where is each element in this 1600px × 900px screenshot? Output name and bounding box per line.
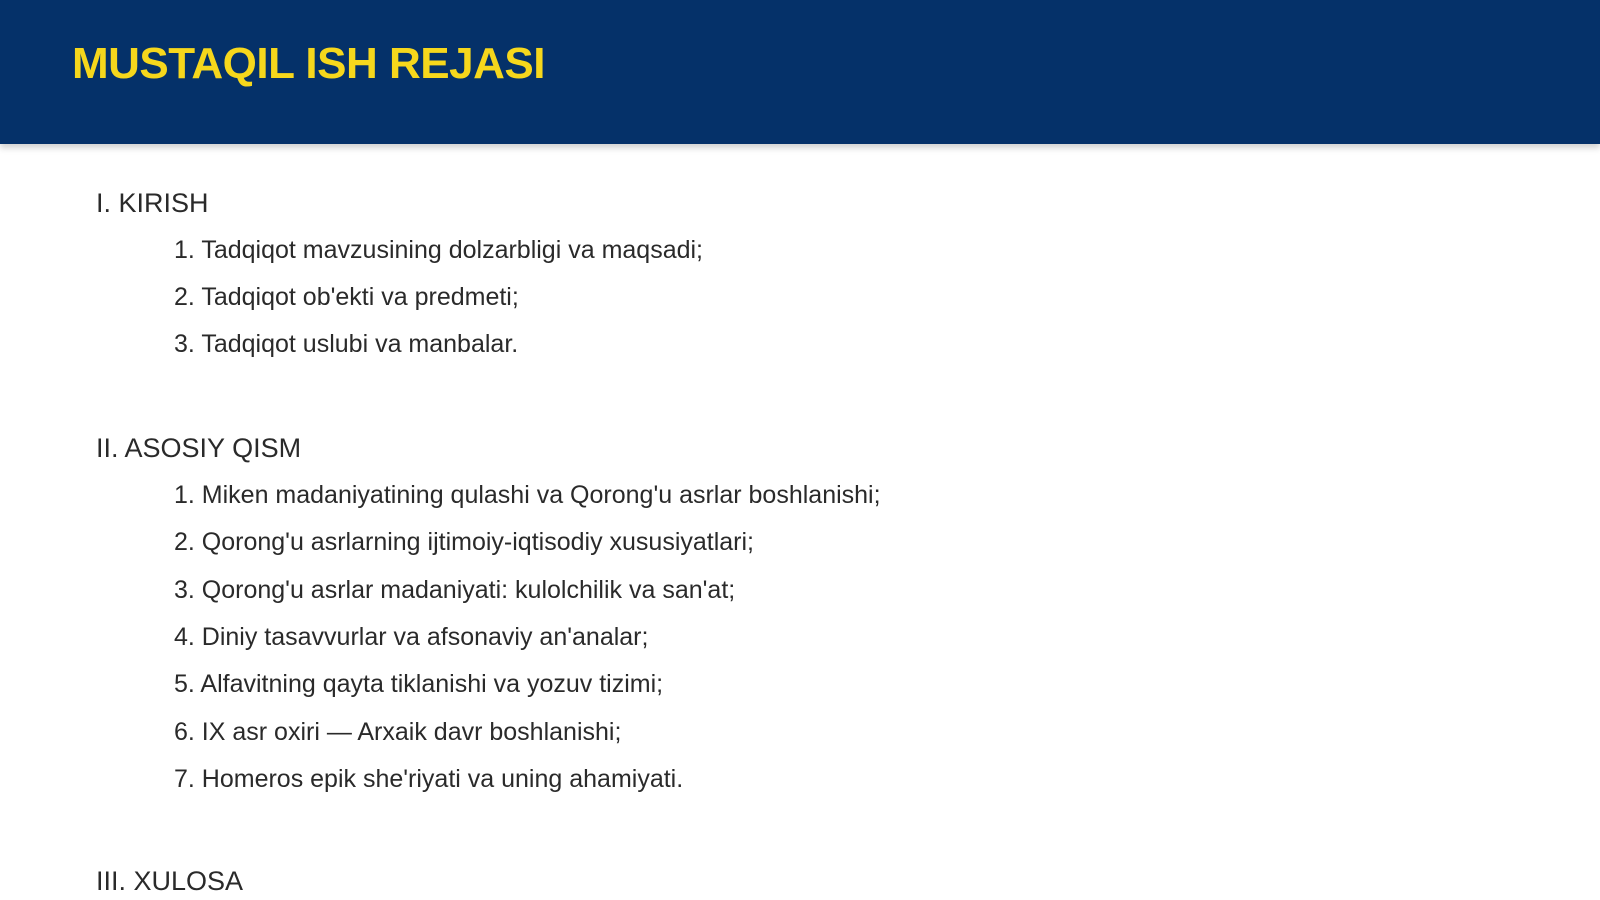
list-item: 5. Alfavitning qayta tiklanishi va yozuv tizimi; [174, 670, 664, 698]
list-item: 6. IX asr oxiri — Arxaik davr boshlanishi; [174, 718, 622, 746]
section-heading: III. XULOSA [96, 866, 244, 896]
list-item: 3. Qorong'u asrlar madaniyati: kulolchilik va san'at; [174, 576, 736, 604]
list-item: 2. Qorong'u asrlarning ijtimoiy-iqtisodiy xususiyatlari; [174, 528, 755, 556]
list-item: 1. Tadqiqot mavzusining dolzarbligi va maqsadi; [174, 236, 704, 264]
list-item: 4. Diniy tasavvurlar va afsonaviy an'analar; [174, 623, 649, 651]
section-heading: II. ASOSIY QISM [96, 433, 302, 463]
slide-header [0, 0, 1600, 144]
section-heading: I. KIRISH [96, 188, 209, 218]
slide-title: MUSTAQIL ISH REJASI [72, 39, 545, 88]
list-item: 1. Miken madaniyatining qulashi va Qorong'u asrlar boshlanishi; [174, 481, 881, 509]
list-item: 3. Tadqiqot uslubi va manbalar. [174, 330, 519, 358]
list-item: 7. Homeros epik she'riyati va uning ahamiyati. [174, 765, 684, 793]
slide-content [0, 144, 1600, 900]
list-item: 2. Tadqiqot ob'ekti va predmeti; [174, 283, 519, 311]
